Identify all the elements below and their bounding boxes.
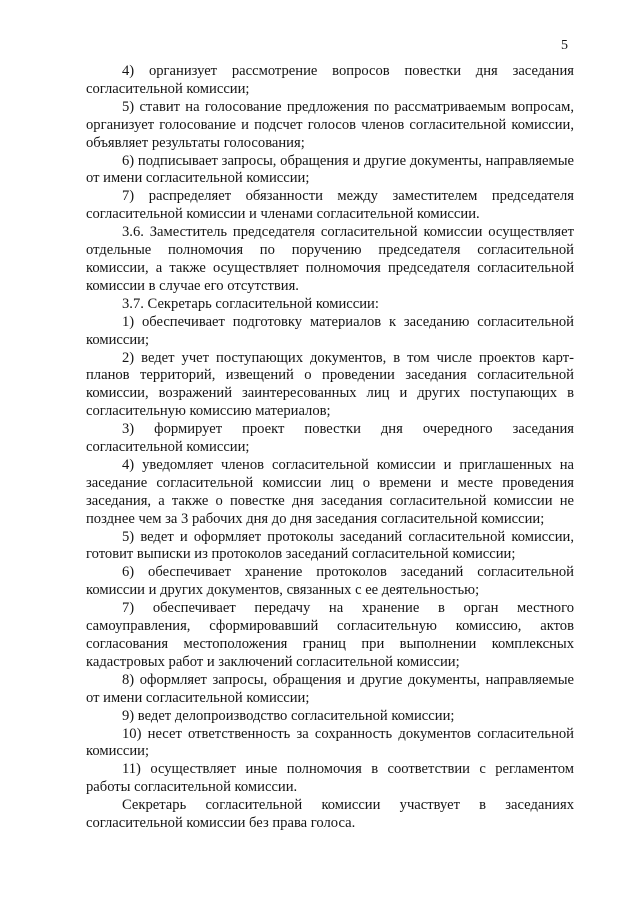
paragraph: 3) формирует проект повестки дня очередного заседания согласительной комиссии;	[86, 421, 574, 456]
paragraph: 6) подписывает запросы, обращения и другие документы, направляемые от имени согласительной комиссии;	[86, 152, 574, 187]
paragraph: 8) оформляет запросы, обращения и другие документы, направляемые от имени согласительной комиссии;	[86, 671, 574, 706]
paragraph: 6) обеспечивает хранение протоколов заседаний согласительной комиссии и других документов, связанных с ее деятельностью;	[86, 564, 574, 599]
paragraph: 5) ставит на голосование предложения по рассматриваемым вопросам, организует голосование и подсчет голосов членов согласительной комиссии, объявляет результаты голосования;	[86, 98, 574, 151]
paragraph: 2) ведет учет поступающих документов, в том числе проектов карт-планов территорий, извещений о проведении заседания согласительной комиссии, возражений заинтересованных лиц и других поступающих в согласительную комиссию материалов;	[86, 349, 574, 420]
paragraph: 4) организует рассмотрение вопросов повестки дня заседания согласительной комиссии;	[86, 63, 574, 97]
paragraph: 11) осуществляет иные полномочия в соответствии с регламентом работы согласительной комиссии.	[86, 761, 574, 796]
paragraph: 9) ведет делопроизводство согласительной комиссии;	[122, 707, 455, 724]
paragraph: 7) обеспечивает передачу на хранение в орган местного самоуправления, сформировавший согласительную комиссию, актов согласования местоположения границ при выполнении комплексных кадастровых работ и заключений согласительной комиссии;	[86, 600, 574, 670]
paragraph: 1) обеспечивает подготовку материалов к заседанию согласительной комиссии;	[86, 313, 574, 348]
paragraph: 3.6. Заместитель председателя согласительной комиссии осуществляет отдельные полномочия по поручению председателя согласительной комиссии, а также осуществляет полномочия председателя согласительной комиссии в случае его отсутствия.	[86, 224, 574, 294]
paragraph: 3.7. Секретарь согласительной комиссии:	[122, 295, 379, 312]
paragraph: 7) распределяет обязанности между заместителем председателя согласительной комиссии и членами согласительной комиссии.	[86, 188, 574, 223]
paragraph: 5) ведет и оформляет протоколы заседаний согласительной комиссии, готовит выписки из протоколов заседаний согласительной комиссии;	[86, 528, 574, 563]
page-number: 5	[561, 38, 568, 53]
paragraph: 4) уведомляет членов согласительной комиссии и приглашенных на заседание согласительной комиссии лиц о времени и месте проведения заседания, а также о повестке дня заседания согласительной комиссии не позднее чем за 3 рабочих дня до дня заседания согласительной комиссии;	[86, 456, 574, 527]
paragraph: 10) несет ответственность за сохранность документов согласительной комиссии;	[86, 725, 574, 760]
document-body	[86, 63, 574, 833]
paragraph: Секретарь согласительной комиссии участвует в заседаниях согласительной комиссии без права голоса.	[86, 797, 574, 832]
